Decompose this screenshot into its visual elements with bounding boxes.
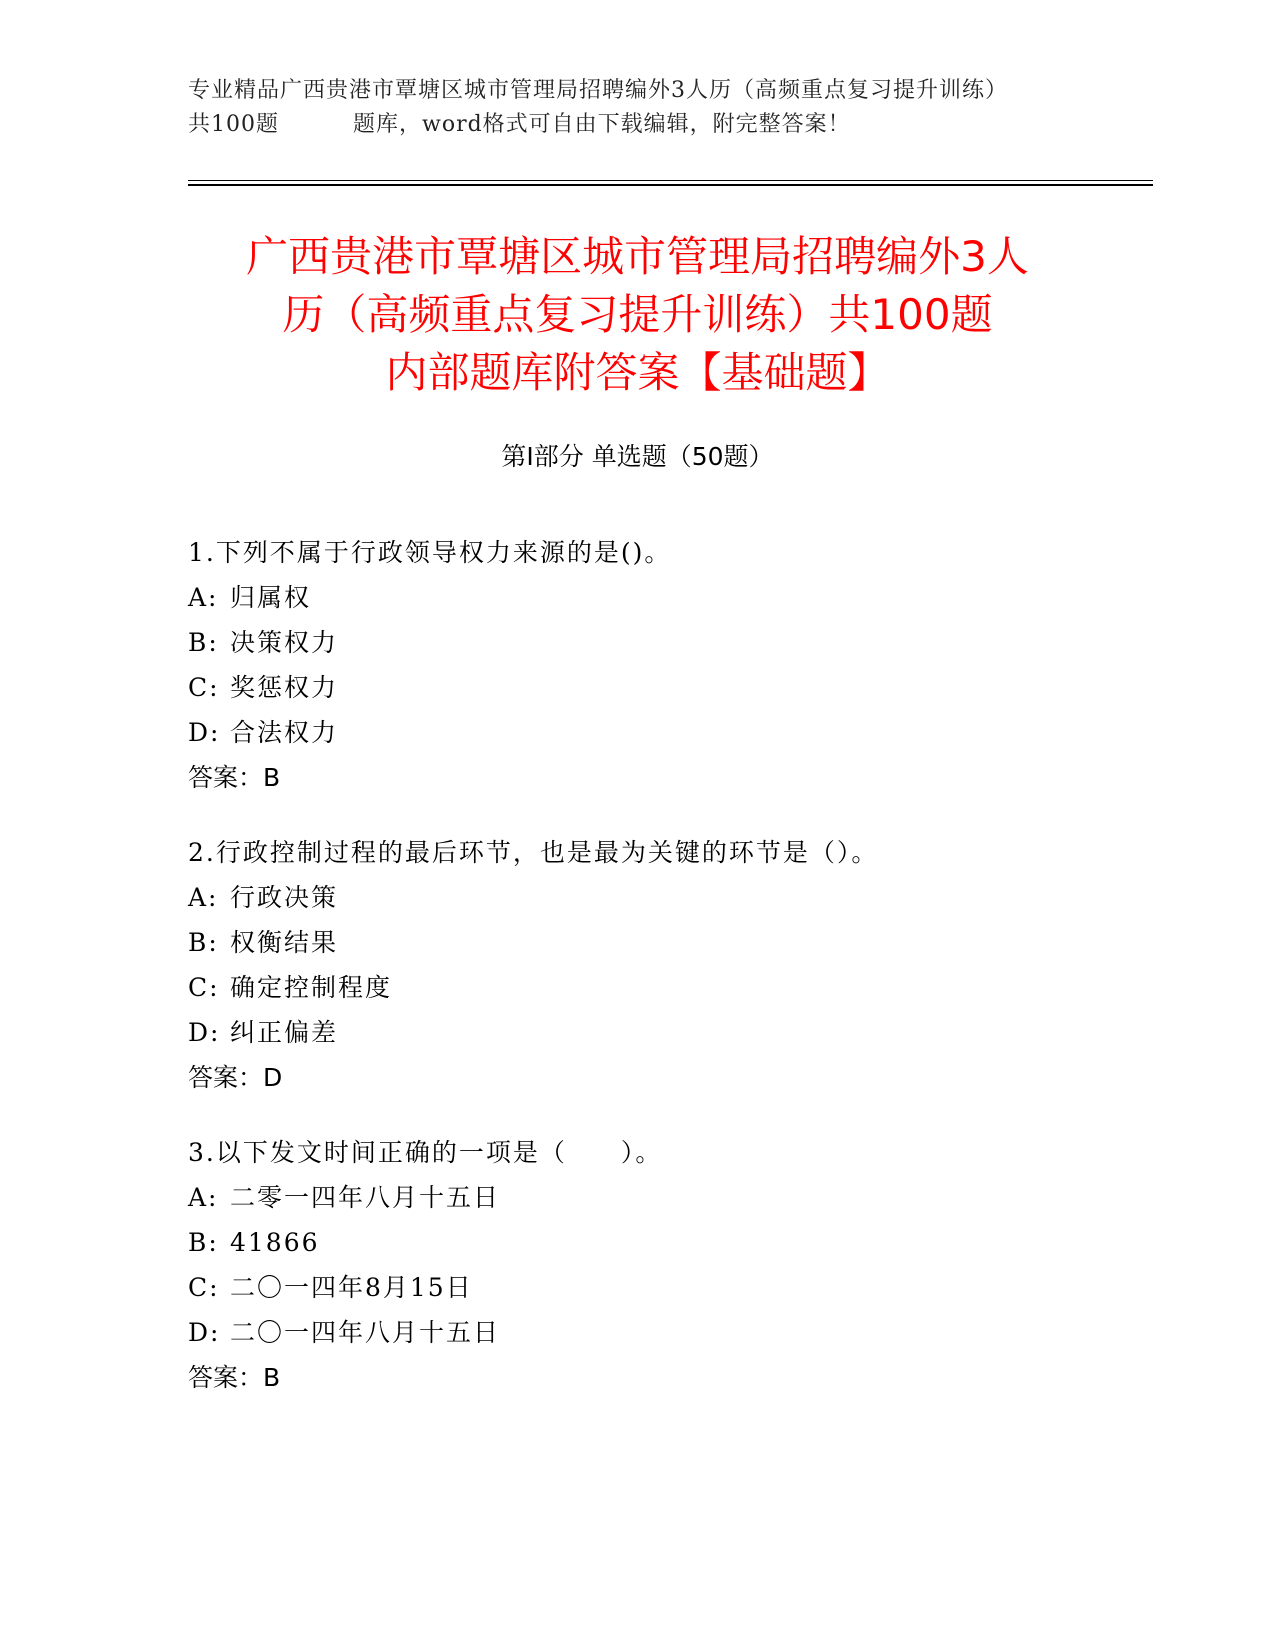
question-stem: 3.以下发文时间正确的一项是（ ）。 [188,1138,663,1167]
question-3 [188,1130,1148,1400]
option-c [188,1265,1148,1310]
option-c [188,965,1148,1010]
option-letter: C: [188,1273,220,1302]
question-stem: 2.行政控制过程的最后环节，也是最为关键的环节是（）。 [188,838,879,867]
option-letter: D: [188,1318,221,1347]
answer: 答案：B [188,763,281,792]
option-d [188,1310,1148,1355]
option-letter: B: [188,928,219,957]
option-text: 决策权力 [230,628,339,657]
option-text: 二〇一四年八月十五日 [230,1318,501,1347]
header-note [188,74,1088,142]
option-letter: A: [188,1183,219,1212]
option-text: 行政决策 [230,883,339,912]
option-a [188,1175,1148,1220]
option-text: 确定控制程度 [230,973,393,1002]
option-text: 41866 [230,1228,320,1257]
header-divider-thick [188,184,1153,186]
question-1 [188,530,1148,800]
option-letter: D: [188,718,221,747]
option-letter: A: [188,883,219,912]
option-text: 纠正偏差 [230,1018,339,1047]
option-text: 归属权 [230,583,312,612]
option-a [188,575,1148,620]
option-b [188,920,1148,965]
header-note-count: 共100题 [188,112,279,137]
option-text: 二零一四年八月十五日 [230,1183,501,1212]
header-note-description: 题库，word格式可自由下载编辑，附完整答案！ [353,112,851,137]
option-text: 二〇一四年8月15日 [230,1273,473,1302]
document-title-line3: 内部题库附答案【基础题】 [385,348,890,397]
option-text: 权衡结果 [230,928,339,957]
question-stem: 1.下列不属于行政领导权力来源的是()。 [188,538,672,567]
option-letter: B: [188,628,219,657]
header-divider-thin [188,180,1153,181]
option-a [188,875,1148,920]
option-letter: C: [188,973,220,1002]
option-d [188,710,1148,755]
header-note-line2 [188,108,1088,142]
document-title-line2: 历（高频重点复习提升训练）共100题 [282,290,993,339]
section-title: 第Ⅰ部分 单选题（50题） [501,442,774,471]
answer: 答案：B [188,1363,281,1392]
header-note-line1: 专业精品广西贵港市覃塘区城市管理局招聘编外3人历（高频重点复习提升训练） [188,78,1008,103]
document-title [150,228,1125,402]
option-text: 合法权力 [230,718,339,747]
option-letter: B: [188,1228,219,1257]
option-b [188,620,1148,665]
question-2 [188,830,1148,1100]
option-letter: D: [188,1018,221,1047]
document-title-line1: 广西贵港市覃塘区城市管理局招聘编外3人 [246,232,1029,281]
option-c [188,665,1148,710]
option-letter: A: [188,583,219,612]
question-list [188,530,1148,1430]
option-d [188,1010,1148,1055]
option-text: 奖惩权力 [230,673,339,702]
option-letter: C: [188,673,220,702]
option-b [188,1220,1148,1265]
answer: 答案：D [188,1063,283,1092]
